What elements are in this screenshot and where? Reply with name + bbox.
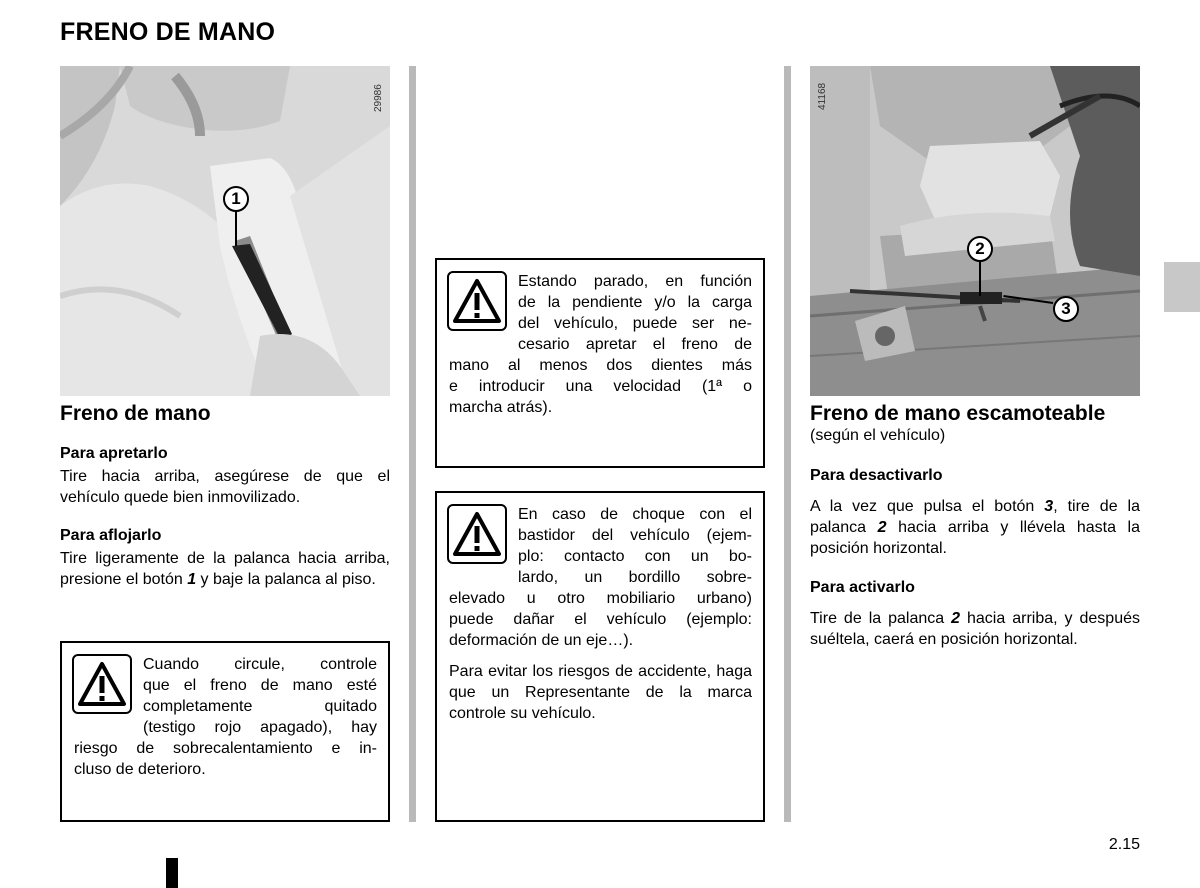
activate-heading: Para activarlo bbox=[810, 579, 915, 596]
retractable-handbrake-photo bbox=[810, 66, 1140, 396]
warning-text-parked-cont: mano al menos dos dientes más e introducir una velocidad (1ª o marcha atrás). bbox=[449, 357, 752, 416]
deactivate-heading: Para desactivarlo bbox=[810, 467, 943, 484]
activate-text: Tire de la palanca 2 hacia arriba, y después suéltela, caerá en posición horizontal. bbox=[810, 610, 1140, 648]
ref-number-1: 1 bbox=[187, 571, 197, 588]
figure-code-left: 29986 bbox=[373, 84, 384, 112]
apply-text: Tire hacia arriba, asegúrese de que el vehículo quede bien inmovilizado. bbox=[60, 468, 390, 506]
callout-1-leader bbox=[235, 212, 237, 246]
release-text: Tire ligeramente de la palanca hacia arriba, presione el botón 1 y baje la palanca al piso. bbox=[60, 550, 390, 588]
warning-text-circulation-cont: riesgo de sobrecalentamiento e in- cluso de deterioro. bbox=[74, 740, 377, 778]
deactivate-text: A la vez que pulsa el botón 3, tire de la palanca 2 hacia arriba y llévela hasta la posición horizontal. bbox=[810, 498, 1140, 557]
column-divider-right bbox=[784, 66, 791, 822]
right-heading: Freno de mano escamoteable bbox=[810, 402, 1106, 425]
ref-number-3: 3 bbox=[1044, 498, 1054, 515]
page-title: FRENO DE MANO bbox=[60, 18, 276, 46]
handbrake-photo bbox=[60, 66, 390, 396]
left-heading: Freno de mano bbox=[60, 402, 211, 425]
warning-text-impact-advice: Para evitar los riesgos de accidente, haga que un Representante de la marca controle su vehículo. bbox=[449, 663, 752, 722]
apply-heading: Para apretarlo bbox=[60, 445, 168, 462]
warning-text-impact-cont: elevado u otro mobiliario urbano) puede dañar el vehículo (ejemplo: deformación de un eje…). bbox=[449, 590, 752, 649]
ref-number-2: 2 bbox=[877, 519, 887, 536]
callout-1: 1 bbox=[223, 186, 249, 212]
right-subheading: (según el vehículo) bbox=[810, 427, 946, 444]
release-heading: Para aflojarlo bbox=[60, 527, 162, 544]
callout-2: 2 bbox=[967, 236, 993, 262]
warning-text-impact: En caso de choque con el bastidor del vehículo (ejem- plo: contacto con un bo- lardo, un bordillo sobre- bbox=[518, 506, 752, 586]
callout-3: 3 bbox=[1053, 296, 1079, 322]
warning-triangle-icon bbox=[447, 504, 507, 564]
crop-mark bbox=[166, 858, 178, 888]
warning-triangle-icon bbox=[447, 271, 507, 331]
warning-box-impact bbox=[435, 491, 765, 822]
warning-box-circulation bbox=[60, 641, 390, 822]
warning-text-circulation: Cuando circule, controle que el freno de mano esté completamente quitado (testigo rojo apagado), hay bbox=[143, 656, 377, 736]
callout-2-leader bbox=[979, 262, 981, 296]
warning-triangle-icon bbox=[72, 654, 132, 714]
section-tab bbox=[1164, 262, 1200, 312]
column-divider-left bbox=[409, 66, 416, 822]
figure-code-right: 41168 bbox=[817, 82, 828, 110]
ref-number-2: 2 bbox=[951, 610, 961, 627]
warning-text-parked: Estando parado, en función de la pendiente y/o la carga del vehículo, puede ser ne- cesario apretar el freno de bbox=[518, 273, 752, 353]
page-number: 2.15 bbox=[1108, 836, 1140, 853]
warning-box-parked bbox=[435, 258, 765, 468]
